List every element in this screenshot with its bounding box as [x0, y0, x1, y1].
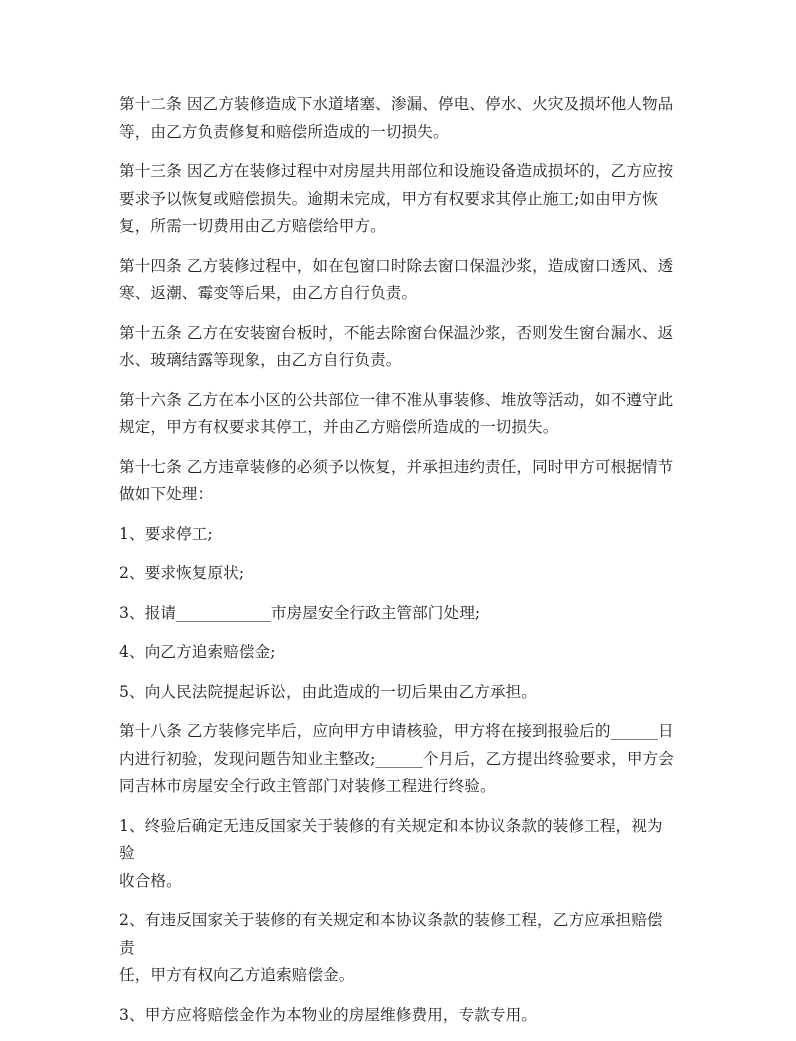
clause-15 — [119, 320, 676, 375]
text-line: 要求予以恢复或赔偿损失。逾期未完成，甲方有权要求其停止施工;如由甲方恢 — [119, 189, 658, 208]
text-line: 做如下处理： — [119, 485, 214, 503]
text-line: 5、向人民法院提起诉讼，由此造成的一切后果由乙方承担。 — [119, 682, 538, 701]
text-line: 2、有违反国家关于装修的有关规定和本协议条款的装修工程，乙方应承担赔偿责 — [119, 911, 663, 957]
list-item-5 — [119, 679, 676, 707]
text-line: 第十四条 乙方装修过程中，如在包窗口时除去窗口保温沙浆，造成窗口透风、透 — [119, 256, 674, 275]
clause-14 — [119, 253, 676, 308]
text-line: 规定，甲方有权要求其停工，并由乙方赔偿所造成的一切损失。 — [119, 418, 559, 436]
acceptance-item-3 — [119, 1002, 676, 1030]
text-line: 1、要求停工; — [119, 524, 213, 543]
acceptance-item-2 — [119, 907, 676, 990]
text-line: 第十七条 乙方违章装修的必须予以恢复，并承担违约责任，同时甲方可根据情节 — [119, 457, 674, 476]
text-line: 第十五条 乙方在安装窗台板时，不能去除窗台保温沙浆，否则发生窗台漏水、返 — [119, 323, 674, 342]
text-line: 第十二条 因乙方装修造成下水道堵塞、渗漏、停电、停水、火灾及损坏他人物品 — [119, 95, 674, 113]
text-line: 2、要求恢复原状; — [119, 564, 245, 582]
clause-16 — [119, 387, 676, 442]
text-line: 第十三条 因乙方在装修过程中对房屋共用部位和设施设备造成损坏的，乙方应按 — [119, 162, 674, 180]
document-body — [119, 91, 676, 1041]
text-line: 3、报请____________市房屋安全行政主管部门处理; — [119, 603, 481, 622]
text-line: 复，所需一切费用由乙方赔偿给甲方。 — [119, 217, 386, 235]
text-line: 1、终验后确定无违反国家关于装修的有关规定和本协议条款的装修工程，视为验 — [119, 816, 663, 862]
list-item-3 — [119, 600, 676, 628]
text-line: 等，由乙方负责修复和赔偿所造成的一切损失。 — [119, 122, 449, 141]
list-item-1 — [119, 521, 676, 549]
acceptance-item-1 — [119, 813, 676, 896]
text-line: 第十六条 乙方在本小区的公共部位一律不准从事装修、堆放等活动，如不遵守此 — [119, 390, 674, 409]
text-line: 收合格。 — [119, 871, 182, 890]
text-line: 寒、返潮、霉变等后果，由乙方自行负责。 — [119, 284, 418, 302]
list-item-4 — [119, 639, 676, 667]
clause-18 — [119, 718, 676, 801]
text-line: 水、玻璃结露等现象，由乙方自行负责。 — [119, 351, 402, 369]
text-line: 任，甲方有权向乙方追索赔偿金。 — [119, 966, 355, 984]
text-line: 4、向乙方追索赔偿金; — [119, 643, 276, 661]
text-line: 内进行初验，发现问题告知业主整改;______个月后，乙方提出终验要求，甲方会 — [119, 749, 674, 768]
text-line: 3、甲方应将赔偿金作为本物业的房屋维修费用，专款专用。 — [119, 1005, 538, 1024]
text-line: 同吉林市房屋安全行政主管部门对装修工程进行终验。 — [119, 777, 496, 795]
list-item-2 — [119, 560, 676, 588]
clause-17 — [119, 454, 676, 509]
clause-13 — [119, 158, 676, 241]
text-line: 第十八条 乙方装修完毕后，应向甲方申请核验，甲方将在接到报验后的______日 — [119, 722, 674, 740]
clause-12 — [119, 91, 676, 146]
